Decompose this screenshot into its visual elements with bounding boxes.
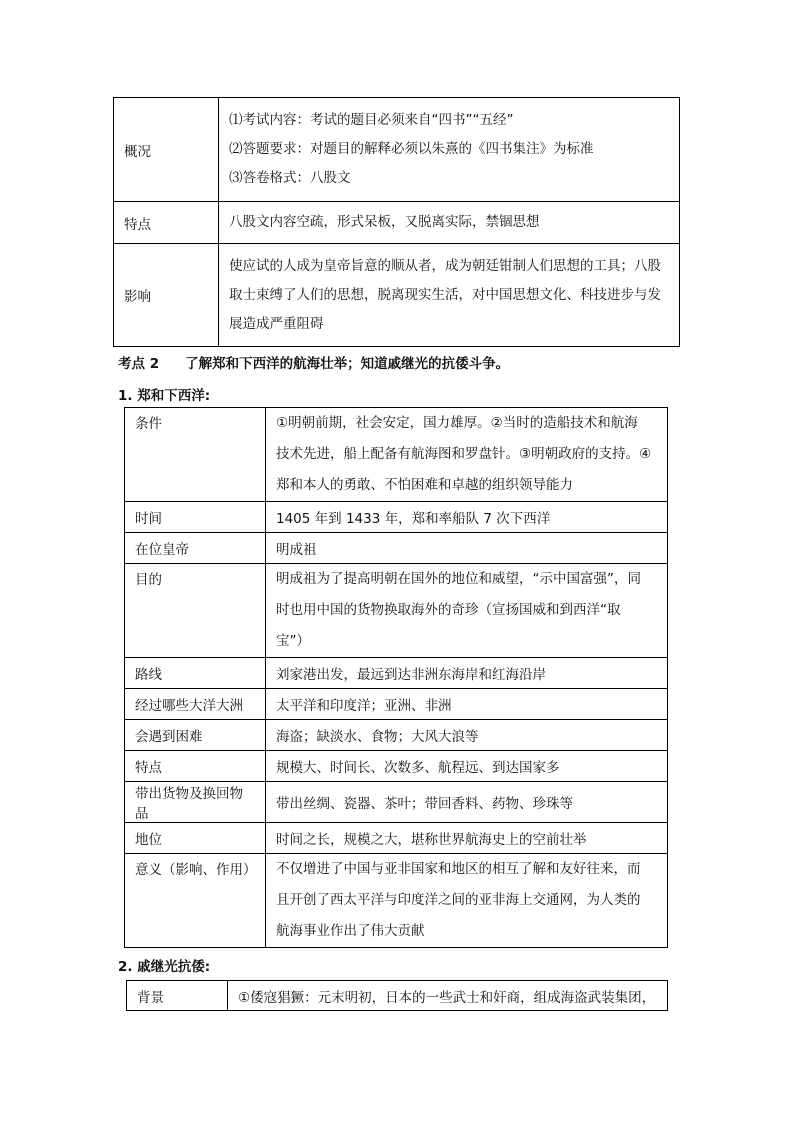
table-row: [125, 782, 668, 823]
content-line: ⑶答卷格式：八股文: [229, 170, 351, 186]
kaodian-number: 考点 2: [118, 356, 160, 372]
section-title-zhenghe: 1. 郑和下西洋:: [118, 388, 211, 404]
keju-table: [113, 97, 680, 347]
row-label: 目的: [125, 564, 266, 658]
row-content: 明成祖: [266, 533, 668, 564]
table-row: [114, 98, 680, 202]
row-content: [266, 564, 668, 658]
section-title-qijiguang: 2. 戚继光抗倭:: [118, 959, 211, 975]
table-row: [125, 751, 668, 782]
content-line: 八股文内容空疏，形式呆板，又脱离实际，禁锢思想: [229, 214, 540, 230]
row-content: 1405 年到 1433 年，郑和率船队 7 次下西洋: [266, 502, 668, 533]
table-row: [125, 502, 668, 533]
row-label: 意义（影响、作用）: [125, 854, 266, 948]
row-label: 特点: [114, 202, 219, 244]
zhenghe-table: [124, 407, 668, 948]
table-row: [127, 981, 668, 1011]
content-line: ⑵答题要求：对题目的解释必须以朱熹的《四书集注》为标准: [229, 141, 594, 157]
row-content: [219, 244, 680, 347]
row-content: 规模大、时间长、次数多、航程远、到达国家多: [266, 751, 668, 782]
row-label: 特点: [125, 751, 266, 782]
content-line: 且开创了西太平洋与印度洋之间的亚非海上交通网，为人类的: [276, 892, 641, 908]
row-content: [219, 202, 680, 244]
row-label: 地位: [125, 823, 266, 854]
row-label: 带出货物及换回物品: [125, 782, 266, 823]
row-label: 路线: [125, 658, 266, 689]
row-label: 影响: [114, 244, 219, 347]
row-label: 时间: [125, 502, 266, 533]
table-row: [125, 533, 668, 564]
row-content: 刘家港出发，最远到达非洲东海岸和红海沿岸: [266, 658, 668, 689]
content-line: 宝”）: [276, 633, 310, 649]
row-content: ①倭寇猖獗：元末明初，日本的一些武士和奸商，组成海盗武装集团，: [228, 981, 668, 1011]
row-content: 时间之长，规模之大，堪称世界航海史上的空前壮举: [266, 823, 668, 854]
row-content: [266, 854, 668, 948]
row-label: 经过哪些大洋大洲: [125, 689, 266, 720]
content-line: 不仅增进了中国与亚非国家和地区的相互了解和友好往来，而: [276, 861, 641, 877]
row-label: 在位皇帝: [125, 533, 266, 564]
row-label: 会遇到困难: [125, 720, 266, 751]
content-line: 使应试的人成为皇帝旨意的顺从者，成为朝廷钳制人们思想的工具；八股: [229, 257, 661, 274]
kaodian-heading: [118, 352, 509, 372]
row-content: [266, 408, 668, 502]
qijiguang-table: [126, 980, 668, 1011]
table-row: [125, 720, 668, 751]
row-label: 背景: [127, 981, 228, 1011]
table-row: [125, 408, 668, 502]
table-row: [125, 658, 668, 689]
table-row: [114, 202, 680, 244]
content-line: 时也用中国的货物换取海外的奇珍（宣扬国威和到西洋“取: [276, 602, 621, 618]
table-row: [125, 823, 668, 854]
content-line: 航海事业作出了伟大贡献: [276, 923, 425, 939]
content-line: ①明朝前期，社会安定，国力雄厚。②当时的造船技术和航海: [276, 415, 638, 431]
table-row: [125, 854, 668, 948]
row-content: 带出丝绸、瓷器、茶叶；带回香料、药物、珍珠等: [266, 782, 668, 823]
row-content: 太平洋和印度洋；亚洲、非洲: [266, 689, 668, 720]
content-line: 技术先进，船上配备有航海图和罗盘针。③明朝政府的支持。④: [276, 446, 652, 462]
content-line: 郑和本人的勇敢、不怕困难和卓越的组织领导能力: [276, 477, 573, 493]
row-label: 概况: [114, 98, 219, 202]
row-content: [219, 98, 680, 202]
row-label: 条件: [125, 408, 266, 502]
content-line: 展造成严重阻碍: [229, 315, 324, 332]
kaodian-text: 了解郑和下西洋的航海壮举；知道戚继光的抗倭斗争。: [185, 356, 510, 372]
table-row: [125, 689, 668, 720]
content-line: ⑴考试内容：考试的题目必须来自“四书”“五经”: [229, 112, 514, 128]
table-row: [114, 244, 680, 347]
content-line: 取士束缚了人们的思想，脱离现实生活，对中国思想文化、科技进步与发: [229, 286, 661, 303]
row-content: 海盗；缺淡水、食物；大风大浪等: [266, 720, 668, 751]
content-line: 明成祖为了提高明朝在国外的地位和威望，“示中国富强”，同: [276, 571, 641, 587]
table-row: [125, 564, 668, 658]
